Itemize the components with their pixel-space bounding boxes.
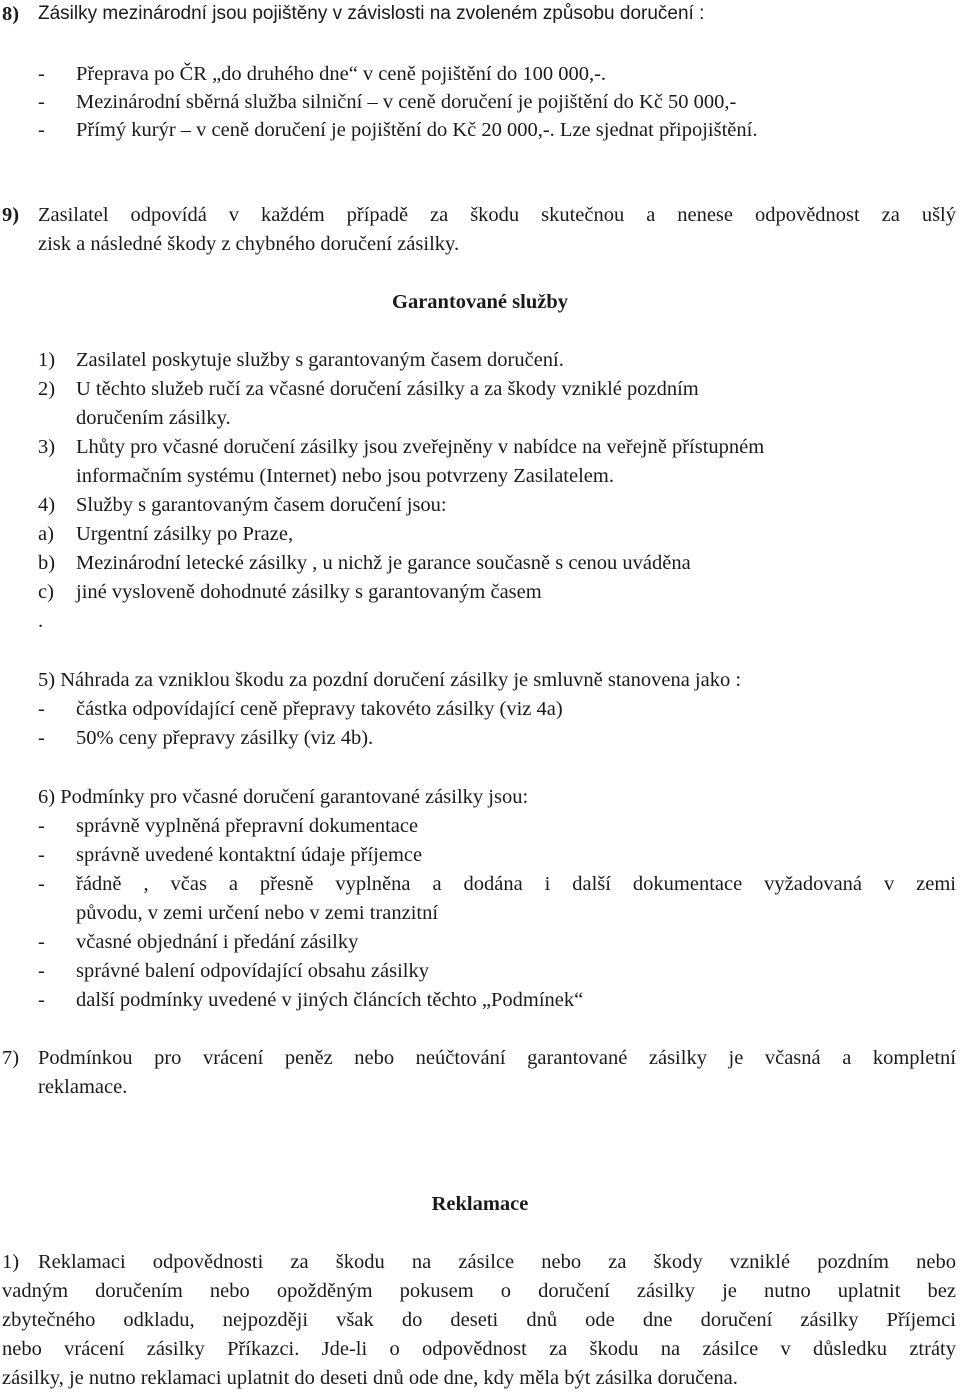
list-dash: - xyxy=(38,931,45,953)
sublist-letter: a) xyxy=(38,523,54,545)
list-dash: - xyxy=(38,63,45,85)
section-heading-reklamace: Reklamace xyxy=(431,1193,529,1215)
list-item: Mezinárodní sběrná služba silniční – v ceně doručení je pojištění do Kč 50 000,- xyxy=(76,91,737,113)
list-item: U těchto služeb ručí za včasné doručení zásilky a za škody vzniklé pozdním xyxy=(76,378,699,400)
paragraph-line: Podmínkou pro vrácení peněz nebo neúčtování garantované zásilky je včasná a kompletní xyxy=(38,1047,956,1069)
list-item: částka odpovídající ceně přepravy takovéto zásilky (viz 4a) xyxy=(76,698,563,720)
list-item: Přímý kurýr – v ceně doručení je pojištění do Kč 20 000,-. Lze sjednat připojištění. xyxy=(76,119,758,141)
sublist-item: Mezinárodní letecké zásilky , u nichž je garance současně s cenou uváděna xyxy=(76,552,691,574)
list-dash: - xyxy=(38,815,45,837)
section-6-intro: 6) Podmínky pro včasné doručení garantované zásilky jsou: xyxy=(38,786,529,808)
list-number: 3) xyxy=(38,436,56,458)
list-dash: - xyxy=(38,989,45,1011)
list-item: Služby s garantovaným časem doručení jsou: xyxy=(76,494,447,516)
paragraph-line: vadným doručením nebo opožděným pokusem o doručení zásilky je nutno uplatnit bez xyxy=(2,1280,956,1302)
list-item: správné balení odpovídající obsahu zásilky xyxy=(76,960,429,982)
list-item: správně uvedené kontaktní údaje příjemce xyxy=(76,844,423,866)
section-7-number: 7) xyxy=(2,1047,20,1069)
paragraph-line: nebo vrácení zásilky Příkazci. Jde-li o odpovědnost za škodu na zásilce v důsledku ztráty xyxy=(2,1338,956,1360)
paragraph-line: zásilky, je nutno reklamaci uplatnit do deseti dnů ode dne, kdy měla být zásilka doručena. xyxy=(2,1367,738,1389)
sublist-item: Urgentní zásilky po Praze, xyxy=(76,523,294,545)
list-item: správně vyplněná přepravní dokumentace xyxy=(76,815,419,837)
list-number: 1) xyxy=(38,349,56,371)
section-9-number: 9) xyxy=(2,204,20,226)
list-item-continuation: doručením zásilky. xyxy=(76,407,231,429)
section-8-title: Zásilky mezinárodní jsou pojištěny v závislosti na zvoleném způsobu doručení : xyxy=(38,3,705,24)
list-number: 2) xyxy=(38,378,56,400)
sublist-letter: b) xyxy=(38,552,56,574)
list-item-continuation: původu, v zemi určení nebo v zemi tranzitní xyxy=(76,902,439,924)
list-item-continuation: informačním systému (Internet) nebo jsou potvrzeny Zasilatelem. xyxy=(76,465,614,487)
paragraph-line: zisk a následné škody z chybného doručení zásilky. xyxy=(38,233,460,255)
sublist-letter: c) xyxy=(38,581,54,603)
list-dash: - xyxy=(38,727,45,749)
list-item: 50% ceny přepravy zásilky (viz 4b). xyxy=(76,727,374,749)
list-item: řádně , včas a přesně vyplněna a dodána i další dokumentace vyžadovaná v zemi xyxy=(76,873,956,895)
section-5-intro: 5) Náhrada za vzniklou škodu za pozdní doručení zásilky je smluvně stanovena jako : xyxy=(38,669,742,691)
list-number: 1) xyxy=(2,1251,20,1273)
paragraph-line: Zasilatel odpovídá v každém případě za škodu skutečnou a nenese odpovědnost za ušlý xyxy=(38,204,956,226)
list-dash: - xyxy=(38,844,45,866)
paragraph-line: reklamace. xyxy=(38,1076,128,1098)
list-dash: - xyxy=(38,91,45,113)
list-item: další podmínky uvedené v jiných článcích těchto „Podmínek“ xyxy=(76,989,584,1011)
sublist-item: jiné vysloveně dohodnuté zásilky s garantovaným časem xyxy=(76,581,542,603)
list-dash: - xyxy=(38,873,45,895)
section-8-number: 8) xyxy=(2,3,20,25)
section-heading-garantovane-sluzby: Garantované služby xyxy=(392,291,568,313)
list-item: Lhůty pro včasné doručení zásilky jsou zveřejněny v nabídce na veřejně přístupném xyxy=(76,436,765,458)
list-item: Zasilatel poskytuje služby s garantovaným časem doručení. xyxy=(76,349,564,371)
list-item: včasné objednání i předání zásilky xyxy=(76,931,359,953)
list-dash: - xyxy=(38,698,45,720)
stray-dot: . xyxy=(38,610,44,632)
list-number: 4) xyxy=(38,494,56,516)
list-dash: - xyxy=(38,960,45,982)
paragraph-line: Reklamaci odpovědnosti za škodu na zásilce nebo za škody vzniklé pozdním nebo xyxy=(38,1251,956,1273)
list-dash: - xyxy=(38,119,45,141)
paragraph-line: zbytečného odkladu, nejpozději však do deseti dnů ode dne doručení zásilky Příjemci xyxy=(2,1309,956,1331)
list-item: Přeprava po ČR „do druhého dne“ v ceně pojištění do 100 000,-. xyxy=(76,63,607,85)
